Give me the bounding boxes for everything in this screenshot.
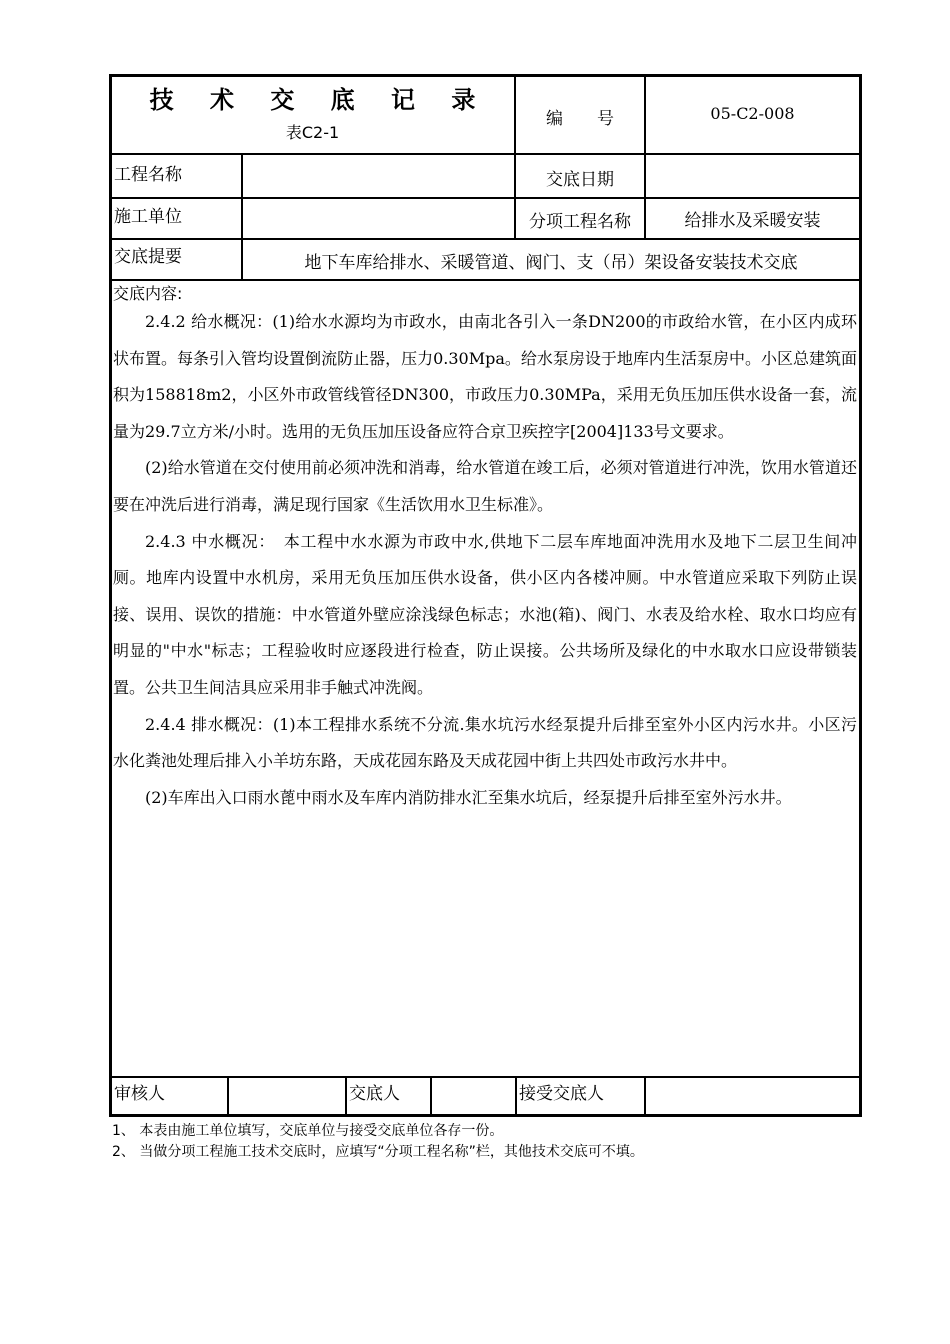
content-paragraph: 2.4.3 中水概况： 本工程中水水源为市政中水,供地下二层车库地面冲洗用水及地下二层卫生间冲厕。地库内设置中水机房，采用无负压加压供水设备，供小区内各楼冲厕。中水管道应采取下列防止误接、误用、误饮的措施：中水管道外壁应涂浅绿色标志；水池(箱)、阀门、水表及给水栓、取水口均应有明显的"中水"标志；工程验收时应逐段进行检查，防止误接。公共场所及绿化的中水取水口应设带锁装置。公共卫生间洁具应采用非手触式冲洗阀。 — [113, 531, 857, 697]
border-left — [109, 74, 112, 1117]
subproject-label: 分项工程名称 — [529, 212, 631, 232]
footnotes — [112, 1121, 892, 1163]
form-title: 技 术 交 底 记 录 — [149, 86, 490, 114]
project-name-label: 工程名称 — [114, 165, 182, 185]
divider-sig-2 — [345, 1076, 347, 1116]
construction-unit-label: 施工单位 — [114, 207, 182, 227]
reviewer-label: 审核人 — [114, 1084, 165, 1104]
footnote: 2、 当做分项工程施工技术交底时，应填写“分项工程名称”栏，其他技术交底可不填。 — [112, 1144, 644, 1160]
border-right — [859, 74, 862, 1117]
content-heading: 交底内容: — [113, 284, 183, 303]
discloser-label: 交底人 — [349, 1084, 400, 1104]
receiver-label: 接受交底人 — [519, 1084, 604, 1104]
construction-unit-field[interactable] — [243, 199, 514, 238]
border-bottom — [109, 1114, 862, 1117]
project-name-field[interactable] — [243, 155, 514, 197]
content-paragraph: 2.4.2 给水概况：(1)给水水源均为市政水，由南北各引入一条DN200的市政给水管，在小区内成环状布置。每条引入管均设置倒流防止器，压力0.30Mpa。给水泵房设于地库内生活泵房中。小区总建筑面积为158818m2，小区外市政管线管径DN300，市政压力0.30MPa，采用无负压加压供水设备一套，流量为29.7立方米/小时。选用的无负压加压设备应符合京卫疾控字[2004]133号文要求。 — [113, 312, 857, 441]
divider-sig-4 — [515, 1076, 517, 1116]
disclosure-date-field[interactable] — [646, 155, 859, 197]
subproject-value[interactable]: 给排水及采暖安装 — [684, 211, 821, 231]
disclosure-date-label: 交底日期 — [546, 170, 614, 190]
border-top — [109, 74, 862, 77]
summary-value[interactable]: 地下车库给排水、采暖管道、阀门、支（吊）架设备安装技术交底 — [304, 253, 798, 273]
content-paragraph: (2)车库出入口雨水蓖中雨水及车库内消防排水汇至集水坑后，经泵提升后排至室外污水井。 — [145, 787, 792, 807]
content-paragraph: (2)给水管道在交付使用前必须冲洗和消毒，给水管道在竣工后，必须对管道进行冲洗，饮用水管道还要在冲洗后进行消毒，满足现行国家《生活饮用水卫生标准》。 — [113, 458, 857, 514]
footnote: 1、 本表由施工单位填写，交底单位与接受交底单位各存一份。 — [112, 1123, 504, 1139]
summary-label: 交底提要 — [114, 247, 182, 267]
receiver-field[interactable] — [646, 1078, 859, 1114]
disclosure-content — [113, 284, 857, 1076]
reviewer-field[interactable] — [229, 1078, 345, 1114]
content-paragraph: 2.4.4 排水概况：(1)本工程排水系统不分流.集水坑污水经泵提升后排至室外小区内污水井。小区污水化粪池处理后排入小羊坊东路，天成花园东路及天成花园中街上共四处市政污水井中。 — [113, 714, 857, 771]
border-row3 — [109, 238, 862, 240]
number-label: 编 号 — [546, 109, 614, 129]
border-row4 — [109, 279, 862, 281]
number-value[interactable]: 05-C2-008 — [710, 104, 795, 123]
discloser-field[interactable] — [432, 1078, 515, 1114]
form-code: 表C2-1 — [285, 123, 340, 142]
